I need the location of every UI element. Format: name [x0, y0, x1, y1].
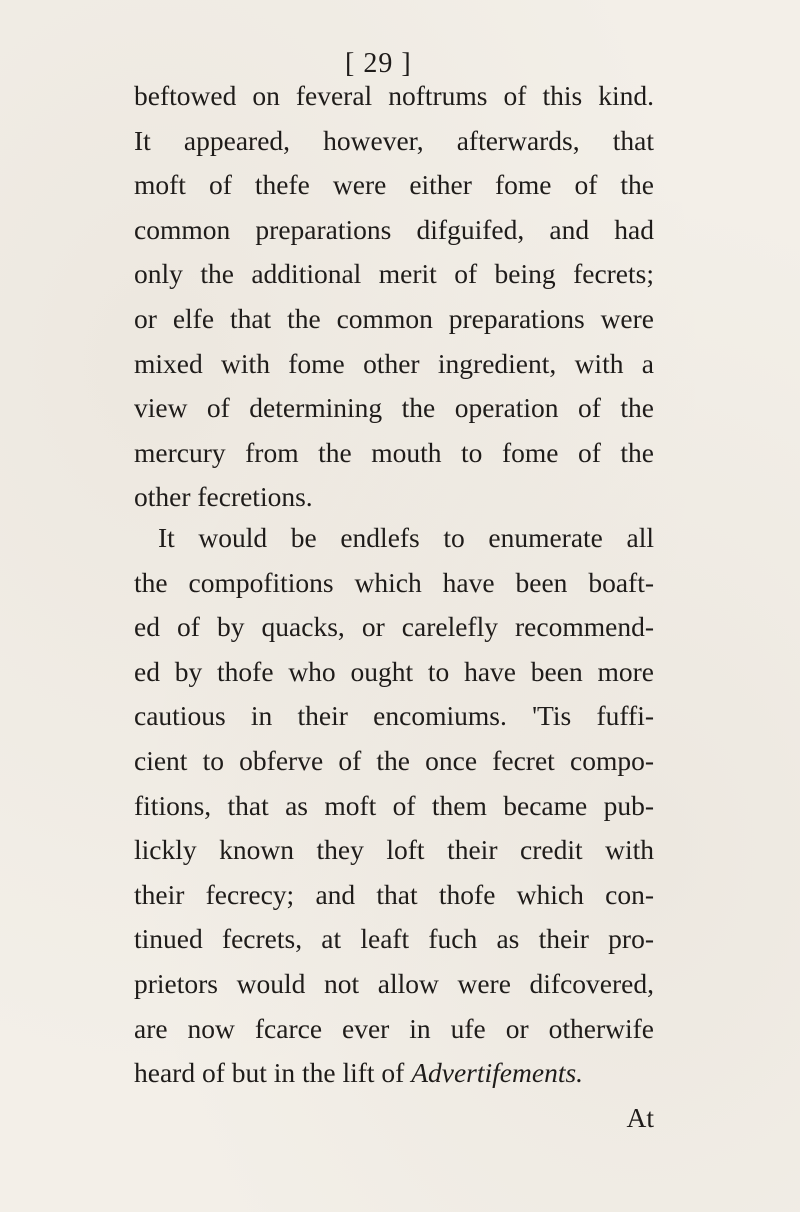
text-line: lickly known they loft their credit with	[134, 834, 654, 866]
text-line: only the additional merit of being fecrets;	[134, 258, 654, 290]
text-line: the compofitions which have been boaft-	[134, 566, 654, 598]
text-line: view of determining the operation of the	[134, 392, 654, 424]
text-line: or elfe that the common preparations were	[134, 302, 654, 334]
text-line: mercury from the mouth to fome of the	[134, 436, 654, 468]
text-line: ed of by quacks, or carelefly recommend-	[134, 611, 654, 643]
text-line: other fecretions.	[134, 481, 313, 513]
text-line: their fecrecy; and that thofe which con-	[134, 878, 654, 910]
page-number: [ 29 ]	[345, 48, 412, 79]
text-line: It appeared, however, afterwards, that	[134, 124, 654, 156]
text-line: cient to obferve of the once fecret compo-	[134, 744, 654, 776]
text-line: are now fcarce ever in ufe or otherwife	[134, 1012, 654, 1044]
text-line: common preparations difguifed, and had	[134, 213, 654, 245]
text-line: cautious in their encomiums. 'Tis fuffi-	[134, 700, 654, 732]
text-line: ed by thofe who ought to have been more	[134, 655, 654, 687]
text-line: It would be endlefs to enumerate all	[158, 522, 654, 553]
advertisements-italic: Advertifements.	[411, 1057, 584, 1089]
paragraph-2	[134, 516, 654, 1140]
catchword: At	[626, 1101, 654, 1133]
text-line-last	[134, 1051, 654, 1096]
text-line: fitions, that as moft of them became pub-	[134, 789, 654, 821]
text-line: prietors would not allow were difcovered,	[134, 967, 654, 999]
text-line: mixed with fome other ingredient, with a	[134, 347, 654, 379]
text-line: tinued fecrets, at leaft fuch as their pro-	[134, 923, 654, 955]
text-line: moft of thefe were either fome of the	[134, 169, 654, 201]
last-line-text: heard of but in the lift of	[134, 1057, 412, 1089]
paragraph-1	[134, 74, 654, 520]
text-line: beftowed on feveral noftrums of this kind.	[134, 80, 654, 111]
